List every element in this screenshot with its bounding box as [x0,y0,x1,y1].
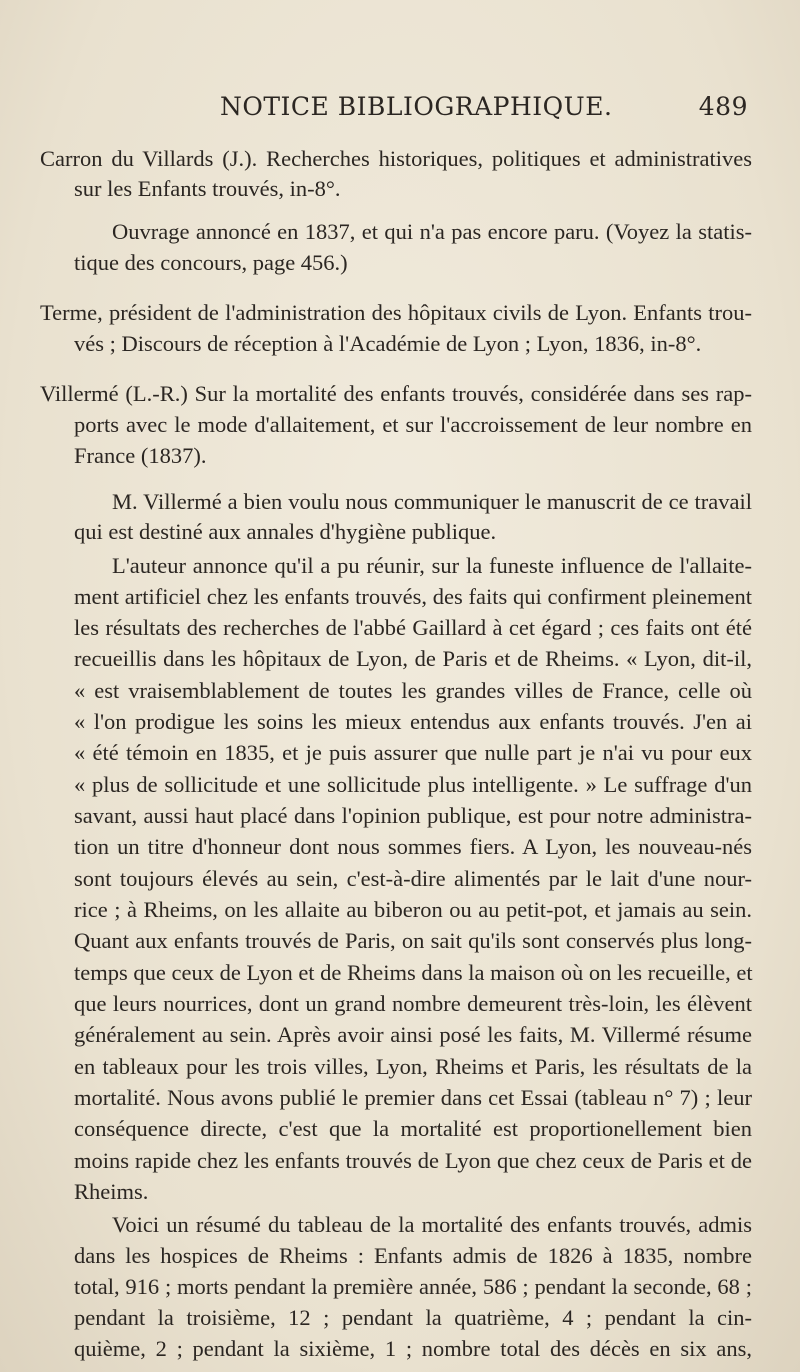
paragraph-line: ment artificiel chez les enfants trouvés, des faits qui confirment pleinement [74,584,752,609]
entry-carron-line-2: sur les Enfants trouvés, in-8°. [74,176,341,201]
entry-villerme-line-1: Villermé (L.-R.) Sur la mortalité des enfants trouvés, considérée dans ses rap- [40,381,752,406]
paragraph-line: généralement au sein. Après avoir ainsi posé les faits, M. Villermé résume [74,1022,752,1047]
paragraph-line: « été témoin en 1835, et je puis assurer que nulle part je n'ai vu pour eux [74,740,752,765]
paragraph-line: conséquence directe, c'est que la mortalité est proportionellement bien [74,1116,752,1141]
paragraph-line: que leurs nourrices, dont un grand nombre demeurent très-loin, les élèvent [74,991,752,1016]
page-number: 489 [698,92,748,121]
header-title: NOTICE BIBLIOGRAPHIQUE. [220,92,613,121]
paragraph-line: L'auteur annonce qu'il a pu réunir, sur la funeste influence de l'allaite- [112,553,752,578]
paragraph-line: pendant la troisième, 12 ; pendant la quatrième, 4 ; pendant la cin- [74,1305,752,1330]
paragraph-line: tion un titre d'honneur dont nous sommes fiers. A Lyon, les nouveau-nés [74,834,752,859]
entry-terme-line-1: Terme, président de l'administration des hôpitaux civils de Lyon. Enfants trou- [40,300,752,325]
paragraph-line: dans les hospices de Rheims : Enfants admis de 1826 à 1835, nombre [74,1243,752,1268]
entry-carron-line-1: Carron du Villards (J.). Recherches historiques, politiques et administratives [40,146,752,171]
paragraph-line: en tableaux pour les trois villes, Lyon, Rheims et Paris, les résultats de la [74,1054,752,1079]
paragraph-line: les résultats des recherches de l'abbé Gaillard à cet égard ; ces faits ont été [74,615,752,640]
paragraph-line: recueillis dans les hôpitaux de Lyon, de Paris et de Rheims. « Lyon, dit-il, [74,646,752,671]
paragraph-line: « plus de sollicitude et une sollicitude plus intelligente. » Le suffrage d'un [74,772,752,797]
entry-carron-note-1: Ouvrage annoncé en 1837, et qui n'a pas encore paru. (Voyez la statis- [112,219,752,244]
paragraph-line: moins rapide chez les enfants trouvés de Lyon que chez ceux de Paris et de [74,1148,752,1173]
paragraph-line: qui est destiné aux annales d'hygiène publique. [74,519,497,544]
paragraph-line: total, 916 ; morts pendant la première année, 586 ; pendant la seconde, 68 ; [74,1274,752,1299]
paragraph-line: mortalité. Nous avons publié le premier dans cet Essai (tableau n° 7) ; leur [74,1085,752,1110]
paragraph-line: Voici un résumé du tableau de la mortalité des enfants trouvés, admis [112,1212,752,1237]
entry-villerme-line-2: ports avec le mode d'allaitement, et sur l'accroissement de leur nombre en [74,412,752,437]
paragraph-line: quième, 2 ; pendant la sixième, 1 ; nombre total des décès en six ans, [74,1336,752,1361]
entry-villerme-line-3: France (1837). [74,443,207,468]
paragraph-line: « l'on prodigue les soins les mieux entendus aux enfants trouvés. J'en ai [74,709,752,734]
entry-terme-line-2: vés ; Discours de réception à l'Académie de Lyon ; Lyon, 1836, in-8°. [74,331,702,356]
paragraph-line: Quant aux enfants trouvés de Paris, on sait qu'ils sont conservés plus long- [74,928,752,953]
entry-carron-note-2: tique des concours, page 456.) [74,250,348,275]
paragraph-line: M. Villermé a bien voulu nous communiquer le manuscrit de ce travail [112,489,752,514]
paragraph-line: sont toujours élevés au sein, c'est-à-dire alimentés par le lait d'une nour- [74,866,752,891]
paragraph-line: « est vraisemblablement de toutes les grandes villes de France, celle où [74,678,752,703]
paragraph-line: rice ; à Rheims, on les allaite au biberon ou au petit-pot, et jamais au sein. [74,897,752,922]
paragraph-line: temps que ceux de Lyon et de Rheims dans la maison où on les recueille, et [74,960,753,985]
paragraph-line: savant, aussi haut placé dans l'opinion publique, est pour notre administra- [74,803,752,828]
paragraph-line: Rheims. [74,1179,149,1204]
